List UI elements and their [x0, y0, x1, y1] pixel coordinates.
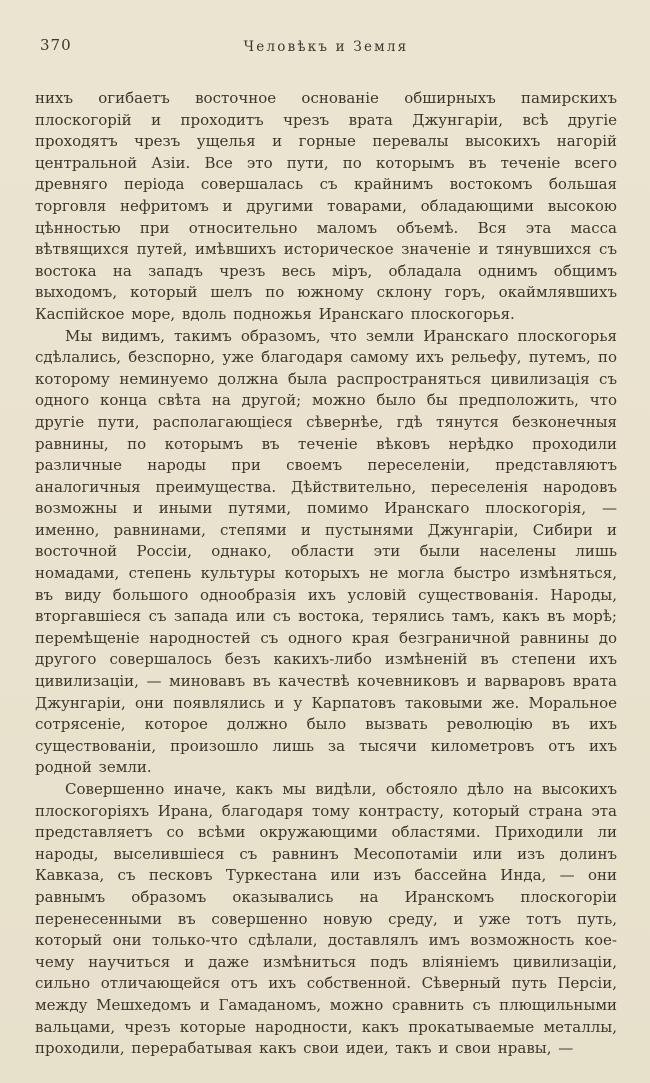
page-body	[35, 88, 617, 1060]
page-header	[35, 36, 617, 58]
paragraph-continuation: нихъ огибаетъ восточное основаніе обширныхъ памирскихъ плоскогорій и проходитъ чрезъ врата Джунгаріи, всѣ другіе проходятъ чрезъ ущелья и горные перевалы высокихъ нагорій центральной Азіи. Все это пути, по которымъ въ теченіе всего древняго періода совершалась съ крайнимъ востокомъ большая торговля нефритомъ и другими товарами, обладающими высокою цѣнностью при относительно маломъ объемѣ. Вся эта масса вѣтвящихся путей, имѣвшихъ историческое значеніе и тянувшихся съ востока на западъ чрезъ весь міръ, обладала однимъ общимъ выходомъ, который шелъ по южному склону горъ, окаймлявшихъ Каспійское море, вдоль подножья Иранскаго плоскогорья.	[35, 89, 617, 323]
paragraph: Совершенно иначе, какъ мы видѣли, обстояло дѣло на высокихъ плоскогоріяхъ Ирана, благодаря тому контрасту, который страна эта представляетъ со всѣми окружающими областями. Приходили ли народы, выселившіеся съ равнинъ Месопотаміи или изъ долинъ Кавказа, съ песковъ Туркестана или изъ бассейна Инда, — они равнымъ образомъ оказывались на Иранскомъ плоскогоріи перенесенными въ совершенно новую среду, и уже тотъ путь, который они только-что сдѣлали, доставлялъ имъ возможность кое-чему научиться и даже измѣниться подъ вліяніемъ цивилизаціи, сильно отличающейся отъ ихъ собственной. Сѣверный путь Персіи, между Мешхедомъ и Гамаданомъ, можно сравнить съ плющильными вальцами, чрезъ которые народности, какъ прокатываемые металлы, проходили, перерабатывая какъ свои идеи, такъ и свои нравы, —	[35, 780, 617, 1058]
running-title: Человѣкъ и Земля	[243, 39, 409, 55]
paragraph: Мы видимъ, такимъ образомъ, что земли Иранскаго плоскогорья сдѣлались, безспорно, уже благодаря самому ихъ рельефу, путемъ, по которому неминуемо должна была распространяться цивилизація съ одного конца свѣта на другой; можно было бы предположить, что другіе пути, располагающіеся сѣвернѣе, гдѣ тянутся безконечныя равнины, по которымъ въ теченіе вѣковъ нерѣдко проходили различные народы при своемъ переселеніи, представляютъ аналогичныя преимущества. Дѣйствительно, переселенія народовъ возможны и иными путями, помимо Иранскаго плоскогорія, — именно, равнинами, степями и пустынями Джунгаріи, Сибири и восточной Россіи, однако, области эти были населены лишь номадами, степень культуры которыхъ не могла быстро измѣняться, въ виду большого однообразія ихъ условій существованія. Народы, вторгавшіеся съ запада или съ востока, терялись тамъ, какъ въ морѣ; перемѣщеніе народностей съ одного края безграничной равнины до другого совершалось безъ какихъ-либо измѣненій въ степени ихъ цивилизаціи, — миновавъ въ качествѣ кочевниковъ и варваровъ врата Джунгаріи, они появлялись и у Карпатовъ таковыми же. Моральное сотрясеніе, которое должно было вызвать революцію въ ихъ существованіи, произошло лишь за тысячи километровъ отъ ихъ родной земли.	[35, 326, 617, 777]
page-number: 370	[40, 36, 72, 54]
